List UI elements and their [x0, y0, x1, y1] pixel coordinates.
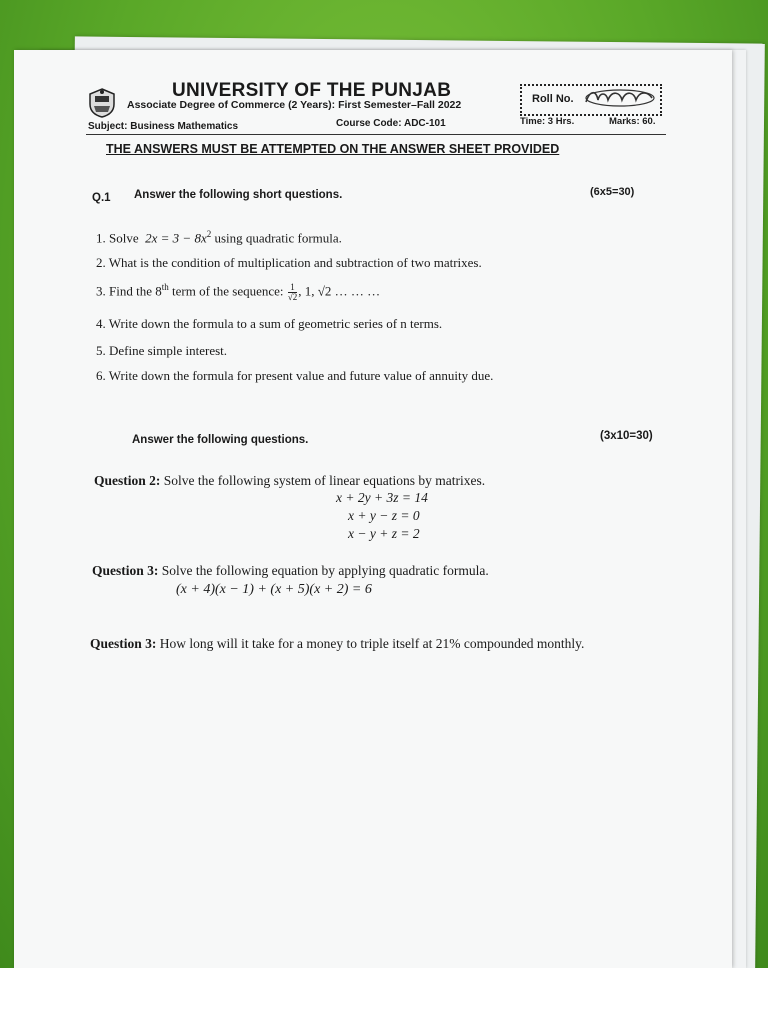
question-2: Question 2: Solve the following system of linear equations by matrixes. — [94, 473, 486, 488]
short-question-4: 4. Write down the formula to a sum of geometric series of n terms. — [96, 316, 443, 331]
bottom-margin — [0, 968, 768, 1024]
short-question-1: 1. Solve $2x = 3 - 8x^2$ using quadratic formula. — [96, 229, 342, 246]
roll-number-label: Roll No. — [532, 93, 574, 105]
q1-marks: (6x5=30) — [590, 186, 635, 198]
program-subtitle: Associate Degree of Commerce (2 Years): First Semester–Fall 2022 — [127, 99, 462, 111]
q2-equation-1: x + 2y + 3z = 14 — [336, 490, 428, 505]
question-3a: Question 3: Solve the following equation by applying quadratic formula. — [92, 563, 489, 578]
question-3b: Question 3: How long will it take for a money to triple itself at 21% compounded monthly. — [90, 636, 585, 651]
short-question-6: 6. Write down the formula for present value and future value of annuity due. — [96, 368, 494, 383]
q2-equation-3: x − y + z = 2 — [348, 526, 420, 541]
short-question-5: 5. Define simple interest. — [96, 343, 228, 358]
short-question-2: 2. What is the condition of multiplication and subtraction of two matrixes. — [96, 255, 482, 270]
q1-number: Q.1 — [92, 192, 111, 204]
q2-equation-2: x + y − z = 0 — [348, 508, 420, 523]
exam-time: Time: 3 Hrs. — [520, 116, 575, 127]
short-question-3: 3. Find the 8th term of the sequence: $\frac{1}{√2}$ , 1, √2 … … … — [96, 281, 381, 302]
header-divider — [86, 134, 666, 135]
section-b-heading: Answer the following questions. — [132, 434, 309, 446]
section-b-marks: (3x10=30) — [600, 430, 653, 442]
university-crest-icon — [88, 88, 116, 118]
q3a-equation: (x + 4)(x − 1) + (x + 5)(x + 2) = 6 — [176, 582, 372, 597]
sequence-fraction: $\frac{1}{√2}$ — [287, 281, 298, 302]
course-code: Course Code: ADC-101 — [336, 118, 446, 129]
handwritten-roll-number-icon — [582, 88, 656, 108]
q1-1-equation: 2x = 3 − 8x — [145, 230, 207, 246]
exam-marks: Marks: 60. — [609, 116, 656, 127]
subject-label: Subject: Business Mathematics — [88, 121, 239, 132]
instruction-line: THE ANSWERS MUST BE ATTEMPTED ON THE ANSWER SHEET PROVIDED — [106, 142, 560, 156]
q1-heading: Answer the following short questions. — [134, 189, 343, 201]
university-title: UNIVERSITY OF THE PUNJAB — [172, 80, 452, 101]
